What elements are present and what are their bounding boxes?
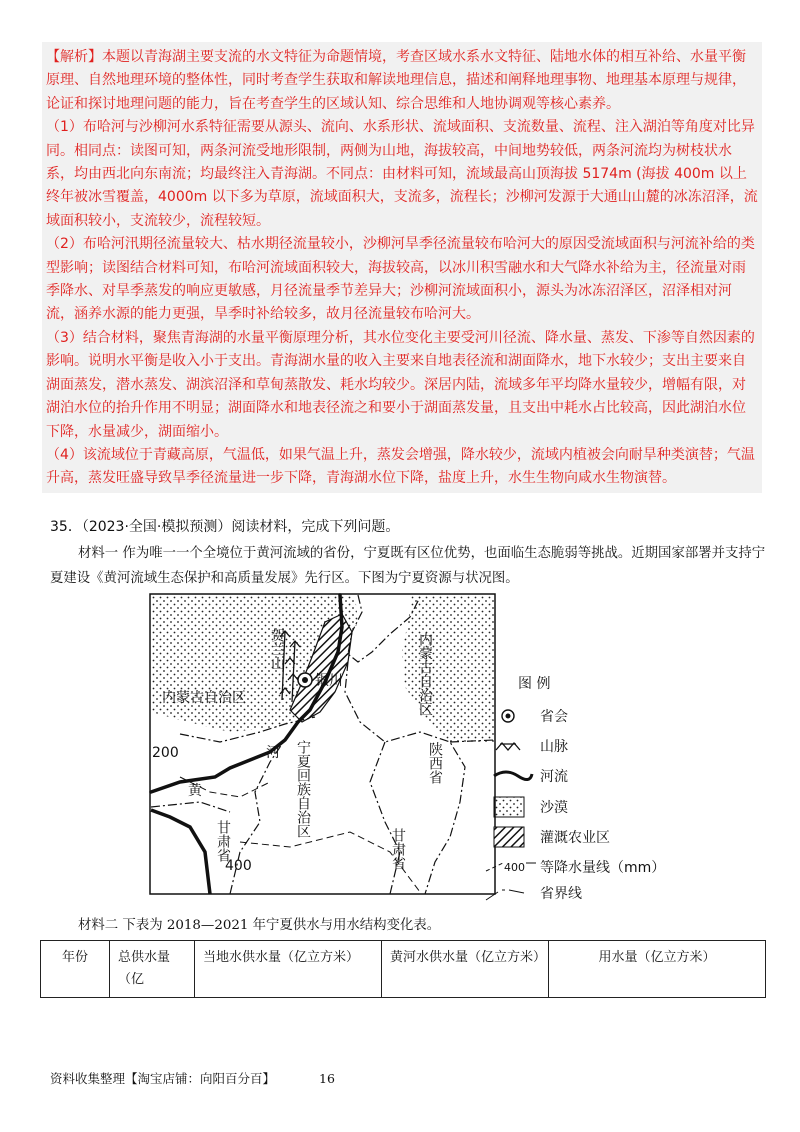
label-helan: 贺兰山 <box>269 628 285 670</box>
footer-source: 资料收集整理【淘宝店铺：向阳百分百】 <box>50 1071 276 1086</box>
header-local: 当地水供水量（亿立方米） <box>195 941 382 998</box>
legend-label-mountain: 山脉 <box>540 739 568 755</box>
analysis-part-1: （1）布哈河与沙柳河水系特征需要从源头、流向、水系形状、流域面积、支流数量、流程、注入湖泊等角度对比异同。相同点：读图可知，两条河流受地形限制，两侧为山地，海拔较高，中间地势较低，两条河流均为树枝状水系，均由西北向东南流；均最终注入青海湖。不同点：由材料可知，流域最高山顶海拔 5174m (海拔 400m 以上终年被冰雪覆盖，4000m 以下多为草原，流域面积大，支流多，流程长；沙柳河发源于大通山山麓的冰冻沼泽，流域面积较小，支流较少，流程较短。 <box>46 119 758 229</box>
material-two: 材料二 下表为 2018—2021 年宁夏供水与用水结构变化表。 <box>78 918 441 933</box>
legend-label-river: 河流 <box>540 769 568 785</box>
analysis-part-4: （4）该流域位于青藏高原，气温低，如果气温上升，蒸发会增强，降水较少，流域内植被会向耐旱种类演替；气温升高，蒸发旺盛导致旱季径流量进一步下降，青海湖水位下降，盐度上升，水生生物向咸水生物演替。 <box>46 446 755 487</box>
label-river-he: 河 <box>266 745 280 761</box>
label-yinchuan: 银川 <box>315 673 343 689</box>
label-isohyet-200: 200 <box>152 745 179 761</box>
legend-label-capital: 省会 <box>540 709 568 725</box>
legend-label-irrigation: 灌溉农业区 <box>540 830 610 846</box>
irrigation-icon <box>494 827 524 847</box>
legend-label-border: 省界线 <box>540 886 582 902</box>
map-figure <box>120 592 666 902</box>
label-inner-mongolia-west: 内蒙古自治区 <box>162 690 246 706</box>
analysis-part-2: （2）布哈河汛期径流量较大、枯水期径流量较小，沙柳河旱季径流量较布哈河大的原因受流域面积与河流补给的类型影响；读图结合材料可知，布哈河流域面积较大，海拔较高，以冰川积雪融水和大气降水补给为主，径流量对雨季降水、对旱季蒸发的响应更敏感，月径流量季节差异大；沙柳河流域面积小，源头为冰冻沼泽区，沼泽相对河流，涵养水源的能力更强，旱季时补给较多，故月径流量较布哈河大。 <box>46 236 755 323</box>
water-supply-table <box>40 940 766 998</box>
analysis-intro: 【解析】本题以青海湖主要支流的水文特征为命题情境，考查区域水系水文特征、陆地水体的相互补给、水量平衡原理、自然地理环境的整体性，同时考查学生获取和解读地理信息，描述和阐释地理事物、地理基本原理与规律，论证和探讨地理问题的能力，旨在考查学生的区域认知、综合思维和人地协调观等核心素养。 <box>46 49 746 112</box>
table-header-row <box>41 941 766 998</box>
label-ningxia: 宁夏回族自治区 <box>295 740 311 838</box>
question-heading: 35．（2023·全国·模拟预测）阅读材料，完成下列问题。 <box>50 519 400 535</box>
label-gansu-west: 甘肃省 <box>215 820 231 862</box>
header-use: 用水量（亿立方米） <box>549 941 766 998</box>
legend-label-desert: 沙漠 <box>540 800 568 816</box>
map-legend <box>486 676 665 902</box>
legend-title: 图 例 <box>518 676 551 692</box>
mountain-icon <box>496 743 520 750</box>
page-footer <box>50 1069 335 1087</box>
label-inner-mongolia-east: 内蒙古自治区 <box>417 632 433 716</box>
page-number: 16 <box>319 1071 335 1086</box>
label-shaanxi: 陕西省 <box>427 742 443 784</box>
label-gansu-east: 甘肃省 <box>390 828 406 870</box>
header-yellow: 黄河水供水量（亿立方米） <box>382 941 549 998</box>
label-isohyet-400: 400 <box>225 858 252 874</box>
material-one: 材料一 作为唯一一个全境位于黄河流域的省份，宁夏既有区位优势，也面临生态脆弱等挑战。近期国家部署并支持宁夏建设《黄河流域生态保护和高质量发展》先行区。下图为宁夏资源与状况图。 <box>50 546 766 586</box>
legend-isohyet-value: 400 <box>504 861 525 874</box>
legend-label-isohyet: 等降水量线（mm） <box>540 860 666 876</box>
label-river-huang: 黄 <box>188 783 202 799</box>
ningxia-map <box>120 592 666 902</box>
desert-icon <box>494 797 524 817</box>
analysis-block <box>42 42 762 493</box>
header-total: 总供水量（亿 <box>110 941 195 998</box>
analysis-part-3: （3）结合材料，聚焦青海湖的水量平衡原理分析，其水位变化主要受河川径流、降水量、蒸发、下渗等自然因素的影响。说明水平衡是收入小于支出。青海湖水量的收入主要来自地表径流和湖面降水，地下水较少；支出主要来自湖面蒸发，潜水蒸发、湖滨沼泽和草甸蒸散发、耗水均较少。深居内陆，流域多年平均降水量较少，增幅有限，对湖泊水位的抬升作用不明显；湖面降水和地表径流之和要小于湖面蒸发量，且支出中耗水占比较高，因此湖泊水位下降，水量减少，湖面缩小。 <box>46 329 755 440</box>
header-year: 年份 <box>41 941 110 998</box>
river-icon <box>494 772 532 780</box>
